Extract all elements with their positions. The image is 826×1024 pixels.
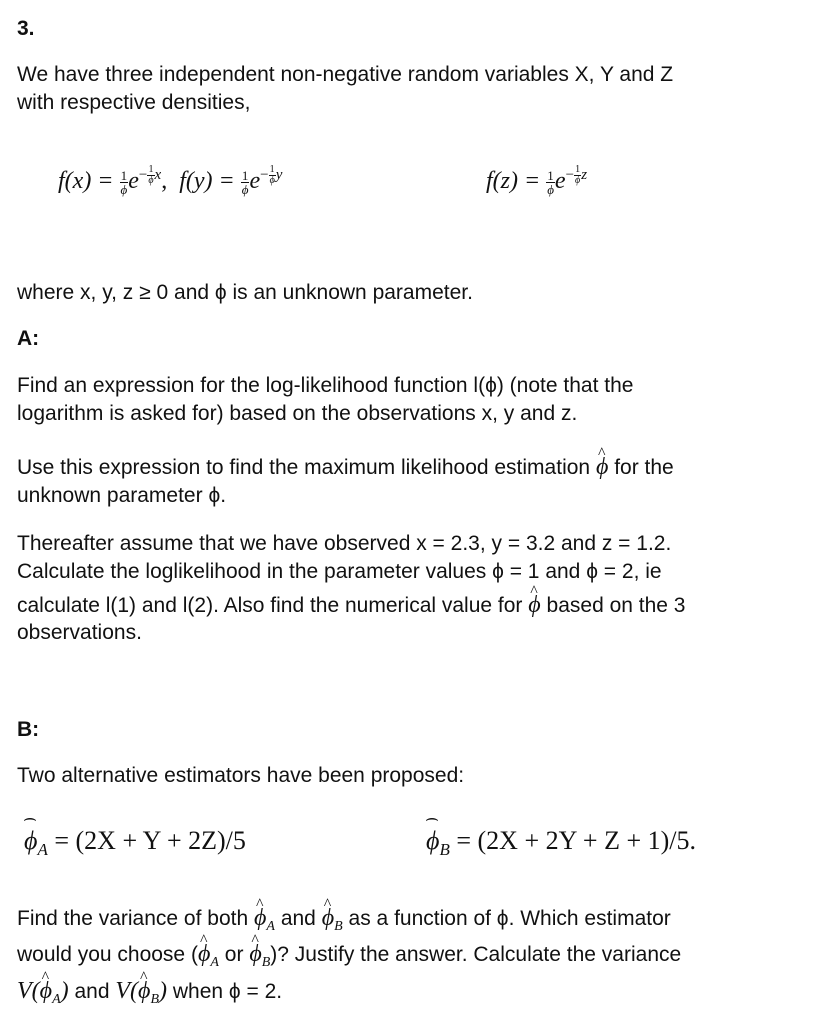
section-a-p2-line2: unknown parameter ϕ. [17, 484, 227, 507]
density-fx: f(x) = $\frac{1}{\phi}$ $e^{- \frac{1}{\phi} x}$, [58, 164, 168, 197]
estimator-a: ⌢ $\phi_A = (2X + Y + 2Z)/5$ [24, 826, 246, 860]
intro-line-1: We have three independent non-negative random variables X, Y and Z [17, 63, 674, 86]
phi-hat-symbol: ^ ϕ [596, 453, 608, 481]
intro-line-2: with respective densities, [17, 91, 251, 114]
problem-number: 3. [17, 17, 35, 40]
section-a-p3-line1: Thereafter assume that we have observed x = 2.3, y = 3.2 and z = 1.2. [17, 532, 672, 555]
section-a-p1-line2: logarithm is asked for) based on the observations x, y and z. [17, 402, 578, 425]
phi-hat-symbol: ^ ϕ [528, 591, 540, 619]
section-a-p3-line4: observations. [17, 621, 142, 644]
estimator-b: ⌢ $\phi_B = (2X + 2Y + Z + 1)/5$. [426, 826, 696, 860]
section-a-p2-line1: Use this expression to find the maximum likelihood estimation ^ ϕ for the [17, 453, 674, 482]
section-b-question-line3: V(^ $\phi_A$) and V(^ $\phi_B$) when ϕ = 2. [17, 977, 282, 1014]
density-fy: f(y) = $\frac{1}{\phi}$ $e^{- \frac{1}{\phi} y}$ [179, 164, 283, 197]
section-a-p3-line3: calculate l(1) and l(2). Also find the numerical value for ^ ϕ based on the 3 [17, 591, 685, 620]
where-line: where x, y, z ≥ 0 and ϕ is an unknown parameter. [17, 281, 473, 304]
section-a-heading: A: [17, 327, 40, 350]
section-b-intro: Two alternative estimators have been proposed: [17, 764, 465, 787]
density-fz: f(z) = $\frac{1}{\phi}$ $e^{- \frac{1}{\phi} z}$ [486, 164, 588, 197]
densities-equation [58, 165, 282, 196]
section-b-heading: B: [17, 718, 40, 741]
section-a-p3-line2: Calculate the loglikelihood in the parameter values ϕ = 1 and ϕ = 2, ie [17, 560, 662, 583]
section-b-question-line1: Find the variance of both ^ $\phi_A$ and ^ $\phi_B$ as a function of ϕ. Which estimator [17, 904, 671, 941]
section-a-p1-line1: Find an expression for the log-likelihood function l(ϕ) (note that the [17, 374, 634, 397]
section-b-question-line2: would you choose (^ $\phi_A$ or ^ $\phi_B$)? Justify the answer. Calculate the variance [17, 940, 681, 977]
